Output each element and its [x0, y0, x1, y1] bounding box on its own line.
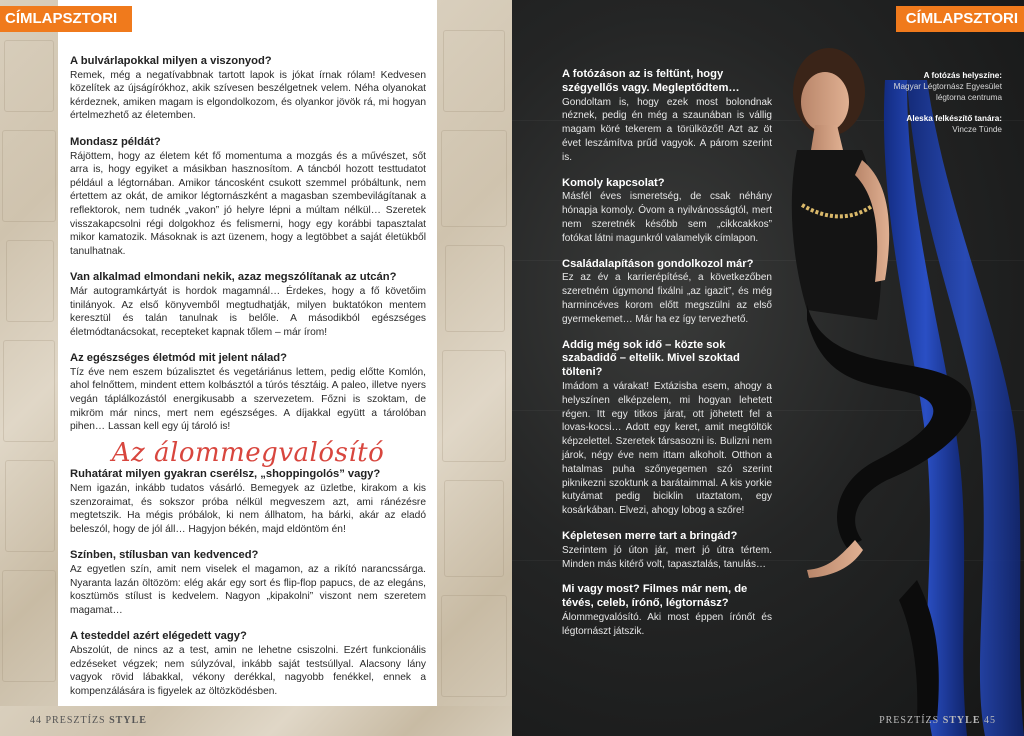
- credit-trainer: [862, 113, 1002, 135]
- qa-block: [562, 583, 772, 638]
- answer: Már autogramkártyát is hordok magamnál… Érdekes, hogy a fő követőim tinilányok. Az első könyvemből megtudhatják, milyen buktatókon mentem keresztül és talán tanulnak is belőle. A másodikból egészséges életmódtanácsokat, recepteket kapnak tőlem – már írom!: [70, 285, 426, 338]
- question: Az egészséges életmód mit jelent nálad?: [70, 352, 287, 365]
- folio-style: STYLE: [942, 715, 981, 726]
- qa-block: [70, 352, 426, 434]
- folio-brand: PRESZTÍZS: [879, 715, 940, 726]
- answer: Abszolút, de nincs az a test, amin ne lehetne csiszolni. Ezért funkcionális edzéseket végzek; nem súlyzóval, inkább saját testsúllyal. Alacsony lány vagyok rövid lábakkal, vékony derékkal, nagyobb fenékkel, ennek a kompenzálására is figyelek az öltözködésben.: [70, 644, 426, 697]
- qa-block: [70, 136, 426, 258]
- question: Színben, stílusban van kedvenced?: [70, 549, 259, 562]
- section-badge: CÍMLAPSZTORI: [896, 6, 1024, 32]
- answer: Tíz éve nem eszem búzalisztet és vegetáriánus lettem, pedig előtte Komlón, ahol felnőttem, mindent ettem kolbásztól a túrós tésztáig. A paleo, illetve nyers vegán táplálkozástól energikusabb a szervezetem. Főzni is szoktam, de mikröm már nincs, mert nem egészséges. A díjakkal együtt a tárolóban pihen… Lassan kell egy új tároló is!: [70, 366, 426, 433]
- qa-block: [70, 55, 426, 123]
- section-badge: CÍMLAPSZTORI: [0, 6, 132, 32]
- page-folio-left: [30, 715, 147, 726]
- question: Képletesen merre tart a bringád?: [562, 529, 738, 542]
- page-folio-right: [879, 715, 996, 726]
- answer: Imádom a várakat! Extázisba esem, ahogy a helyszínen elképzelem, mi hogyan lehetett régen. Itt egy titkos járat, ott jöhetett fel a lovas-kocsi… Adott egy keret, amit megtöltök képzelettel. Szeretek társasozni is. Bulizni nem járok, négy éve nem ittam alkoholt. Otthon a hatalmas puha szőnyegemen szó szerint piknikezni szoktunk a barátaimmal. A kis yorkie kutyámat pedig biciklin utaztatom, egy kosárkában. Elvezi, ahogy lobog a szőre!: [562, 380, 772, 517]
- credit-label: A fotózás helyszíne:: [923, 71, 1002, 80]
- qa-block: [562, 177, 772, 246]
- right-page: [512, 0, 1024, 736]
- credit-value: Vincze Tünde: [952, 125, 1002, 134]
- page-number: 44: [30, 715, 42, 726]
- question: Mondasz példát?: [70, 135, 161, 148]
- qa-block: [70, 549, 426, 617]
- answer: Rájöttem, hogy az életem két fő momentuma a mozgás és a művészet, sőt arra is, hogy egyiket a másikban hasznosítom. A táncból hozott testtudatot például a légtornában. Amikor táncosként csukott szemmel próbáltunk, nem értettem az okát, de amikor légtornászként a magasban szembevilágítanak a reflektorok, nem tudnék „vakon” jó helyre lépni a múltam nélkül… Szeretek visszakapcsolni régi dolgokhoz és felismerni, hogy egy korábbi tapasztalat mikor kamatozik. Másoknak is azt üzenem, hogy a legtöbbet a saját életükből tanulhatnak.: [70, 150, 426, 257]
- question: A bulvárlapokkal milyen a viszonyod?: [70, 55, 272, 67]
- question: Addig még sok idő – közte sok szabadidő – eltelik. Mivel szoktad tölteni?: [562, 338, 740, 379]
- credit-value: légtorna centruma: [936, 93, 1002, 102]
- answer: Szerintem jó úton jár, mert jó útra tértem. Minden más kitérő volt, tapasztalás, tanulás…: [562, 544, 772, 570]
- right-article-column: [562, 68, 772, 650]
- folio-style: STYLE: [109, 715, 147, 726]
- answer: Másfél éves ismeretség, de csak néhány hónapja komoly. Óvom a nyilvánosságtól, mert nem szeretnék később sem „cikkcakkos” fotókat látni magunkról valamelyik címlapon.: [562, 191, 772, 244]
- photo-credits: [862, 70, 1002, 145]
- question: Ruhatárat milyen gyakran cserélsz, „shoppingolós” vagy?: [70, 468, 381, 481]
- question: A fotózáson az is feltűnt, hogy szégyellős vagy. Megleptődtem…: [562, 68, 740, 94]
- answer: Ez az év a karrierépítésé, a következőben szeretném úgymond fixálni „az igazit”, és még harmincéves korom előtt megszülni az első gyermekemet… Már ha ez így tervezhető.: [562, 272, 772, 325]
- credit-value: Magyar Légtornász Egyesület: [893, 82, 1002, 91]
- question: Mi vagy most? Filmes már nem, de tévés, celeb, írónő, légtornász?: [562, 583, 748, 610]
- qa-block: [562, 258, 772, 327]
- qa-block: [70, 468, 426, 536]
- stone-border-left: [0, 0, 58, 736]
- qa-block: [562, 530, 772, 571]
- section-title: Az álommegvalósító: [111, 437, 385, 468]
- qa-block: [562, 339, 772, 518]
- answer: Remek, még a negatívabbnak tartott lapok is jókat írnak rólam! Kedvesen közelítek az újságírókhoz, akik szívesen beszélgetnek velem. Néha olyanokat kérdeznek, amiken magam is elgondolkozom, és olyankor jövök rá, mi hogyan értelmezhető az életemben.: [70, 69, 426, 122]
- answer: Álommegvalósító. Aki most éppen írónőt és légtornászt játszik.: [562, 611, 772, 637]
- question: Családalapításon gondolkozol már?: [562, 257, 754, 270]
- page-number: 45: [984, 715, 996, 726]
- qa-block: [70, 271, 426, 339]
- question: Komoly kapcsolat?: [562, 176, 665, 189]
- stone-border-right: [437, 0, 512, 736]
- question: A testeddel azért elégedett vagy?: [70, 630, 247, 643]
- qa-block: [562, 68, 772, 165]
- foot: [807, 540, 863, 578]
- answer: Az egyetlen szín, amit nem viselek el magamon, az a rikító narancssárga. Nyaranta lazán öltözöm: elég akár egy sort és flip-flop papucs, de az elegáns, kosztümös stílust is kedvelem. Nagyon „kipakolni” viszont nem szeretem magamat…: [70, 564, 426, 616]
- answer: Nem igazán, inkább tudatos vásárló. Bemegyek az üzletbe, kirakom a kis szenzoraimat, és sokszor próba nélkül megveszem azt, ami ránézésre megtetszik. Ha mégis próbálok, ki nem állhatom, ha bárki, akár az eladó beleszól, hogy de jól áll… Hagyjon békén, majd eldöntöm én!: [70, 483, 426, 535]
- face: [801, 72, 849, 132]
- question: Van alkalmad elmondani nekik, azaz megszólítanak az utcán?: [70, 271, 397, 284]
- folio-brand: PRESZTÍZS: [45, 715, 106, 726]
- answer: Gondoltam is, hogy ezek most bolondnak néznek, pedig én még a szaunában is vállig magam köré tekerem a törülközőt! Azt az öt évet leszámítva prűd vagyok. A párom szerint is.: [562, 96, 772, 163]
- credit-label: Aleska felkészítő tanára:: [906, 114, 1002, 123]
- left-article-column: [70, 55, 426, 711]
- qa-block: [70, 630, 426, 698]
- credit-location: [862, 70, 1002, 103]
